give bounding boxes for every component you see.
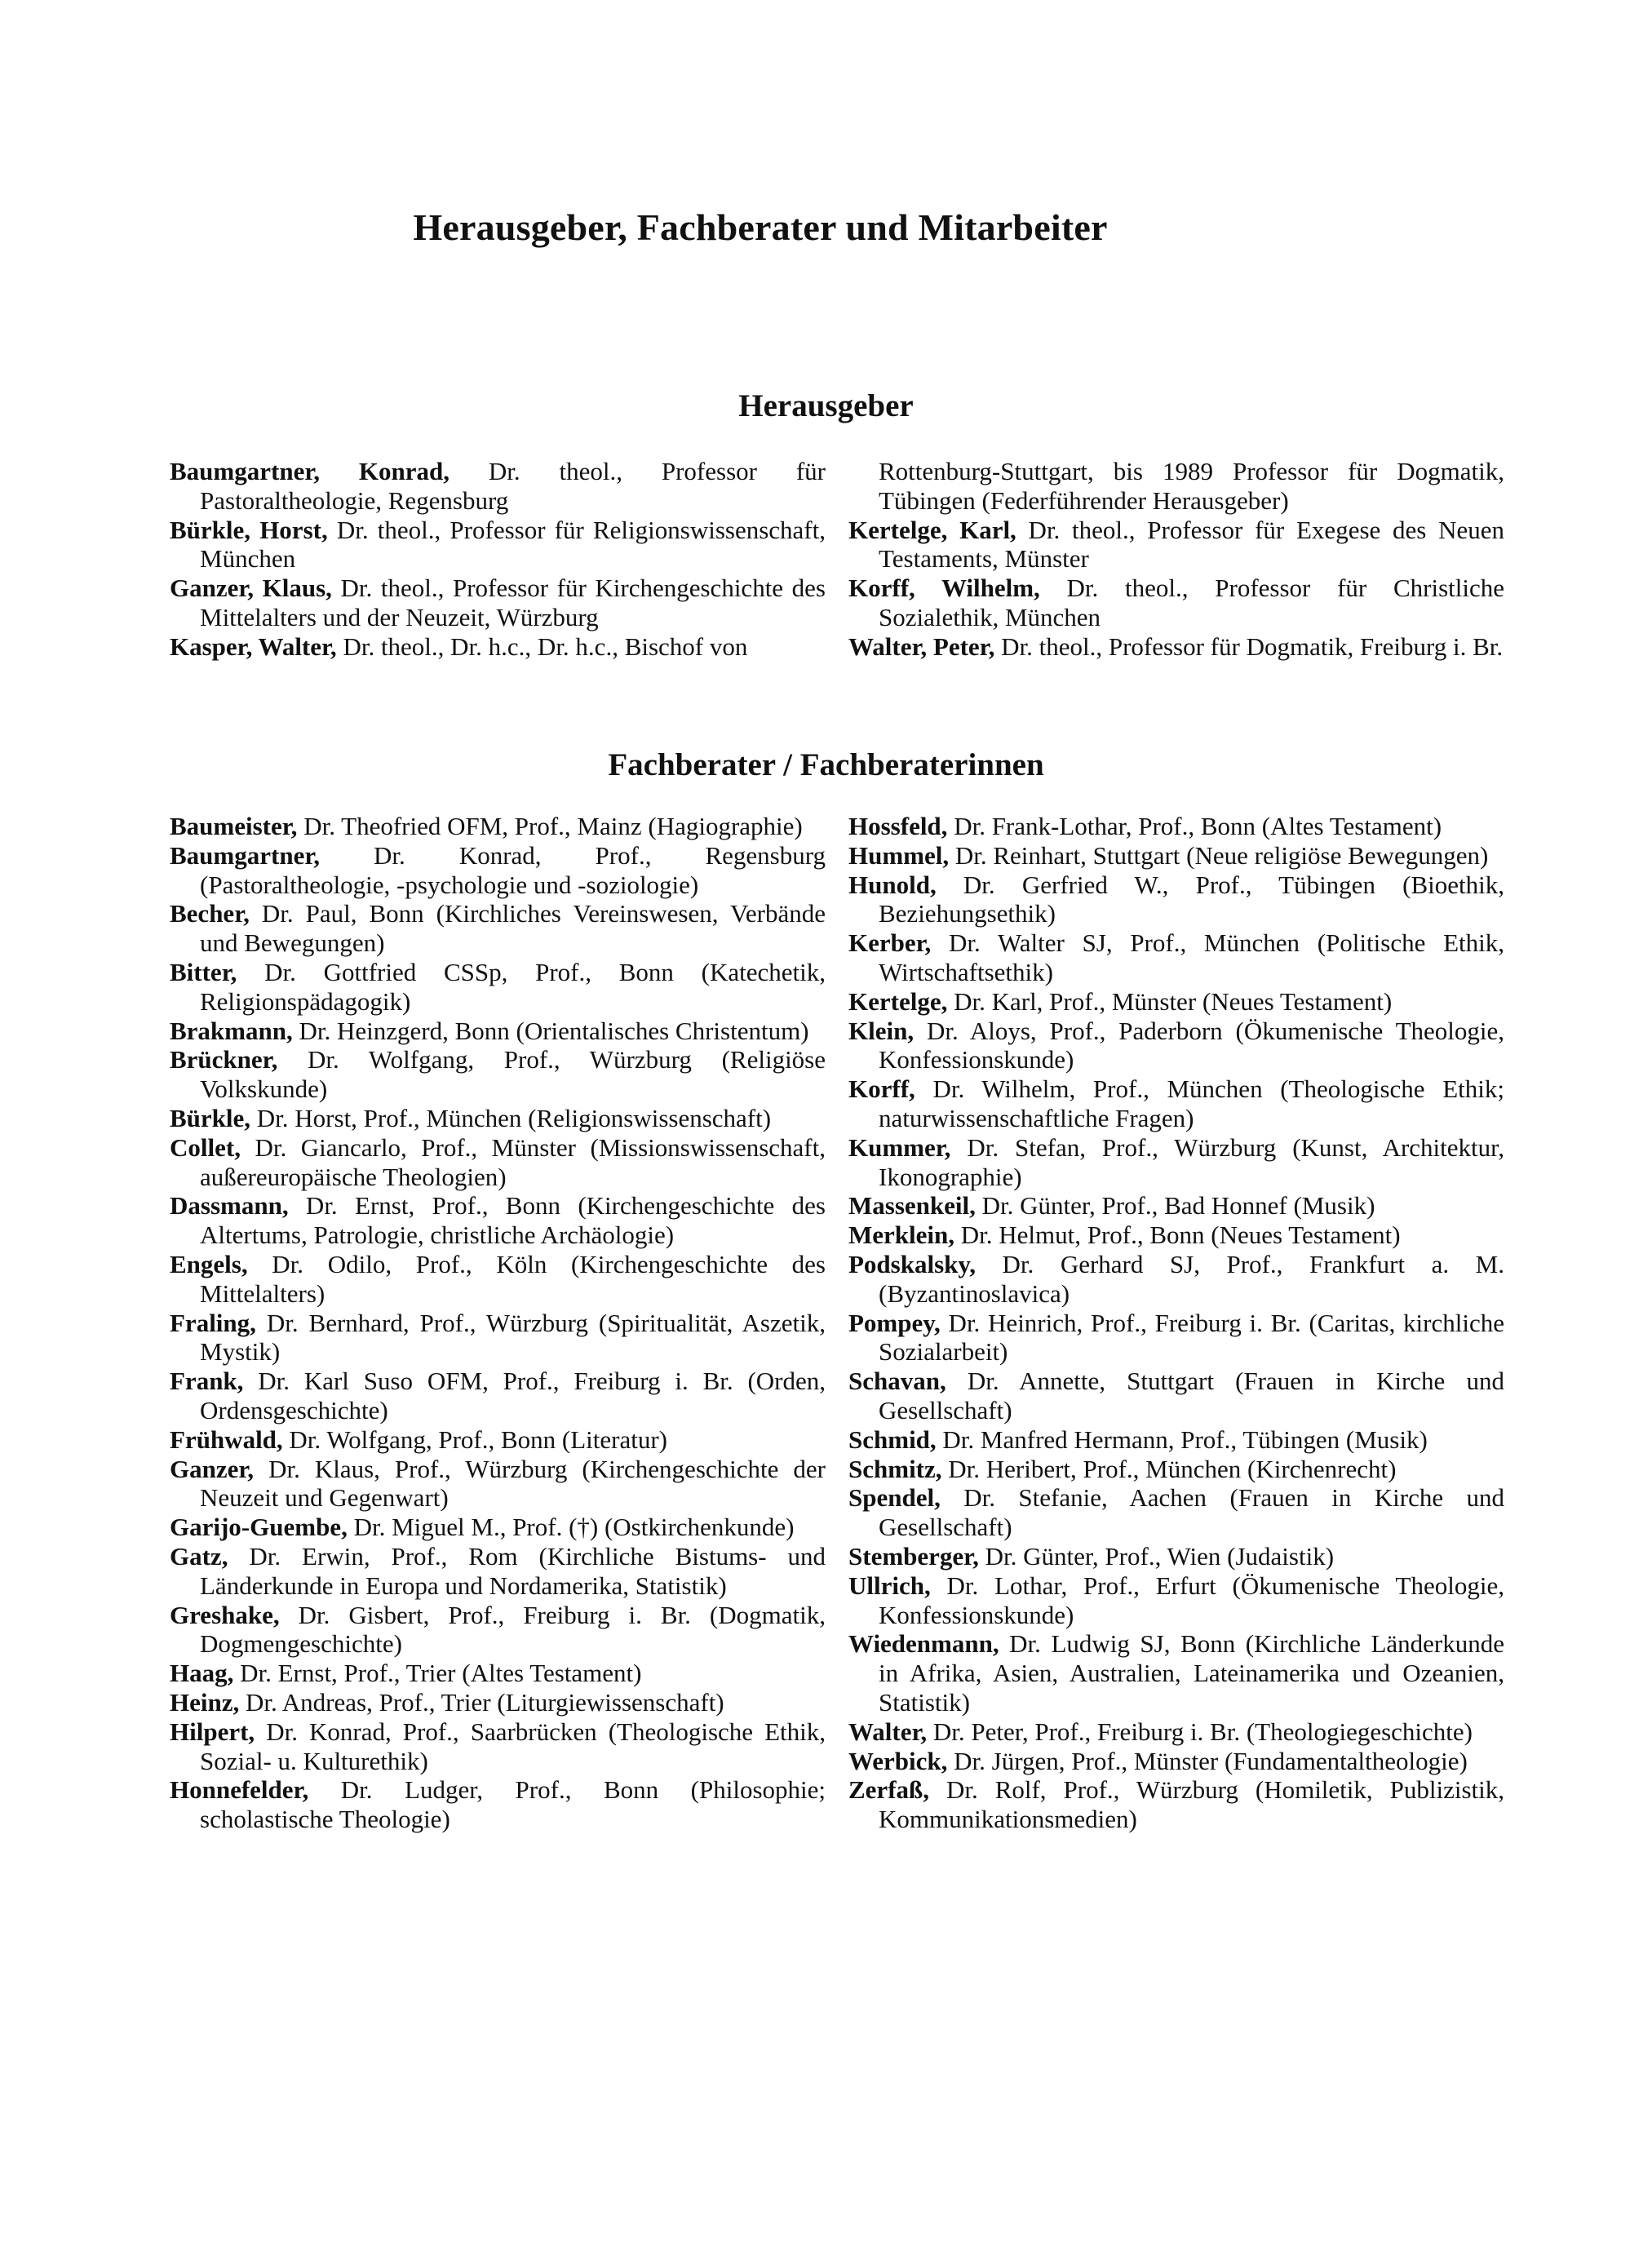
entry-details: Dr. Aloys, Prof., Paderborn (Ökumenische Theologie, Konfessionskunde) bbox=[879, 1016, 1504, 1074]
entry-details: Dr. theol., Professor für Kirchengeschichte des Mittelalters und der Neuzeit, Würzburg bbox=[200, 574, 826, 631]
directory-entry bbox=[848, 1367, 1504, 1425]
entry-name: Korff, Wilhelm, bbox=[848, 574, 1040, 603]
entry-details: Dr. Rolf, Prof., Würzburg (Homiletik, Publizistik, Kommunikationsmedien) bbox=[879, 1775, 1504, 1834]
entry-name: Walter, bbox=[848, 1717, 928, 1746]
directory-entry bbox=[170, 841, 826, 900]
entry-details: Dr. Annette, Stuttgart (Frauen in Kirche und Gesellschaft) bbox=[879, 1367, 1504, 1424]
entry-name: Frühwald, bbox=[170, 1424, 283, 1454]
herausgeber-heading: Herausgeber bbox=[738, 388, 914, 423]
entry-details: Dr. Erwin, Prof., Rom (Kirchliche Bistums- und Länderkunde in Europa und Nordamerika, Statistik) bbox=[200, 1541, 826, 1600]
entry-name: Merklein, bbox=[848, 1221, 954, 1250]
entry-name: Ullrich, bbox=[848, 1571, 931, 1600]
directory-entry bbox=[848, 871, 1504, 929]
directory-entry bbox=[848, 574, 1504, 632]
directory-entry bbox=[848, 1775, 1504, 1834]
entry-name: Frank, bbox=[170, 1367, 244, 1396]
entry-name: Brakmann, bbox=[170, 1016, 293, 1045]
directory-entry bbox=[170, 1601, 826, 1659]
directory-entry bbox=[848, 1629, 1504, 1717]
entry-name: Hunold, bbox=[848, 870, 937, 899]
entry-name: Gatz, bbox=[170, 1541, 228, 1571]
directory-entry bbox=[848, 1074, 1504, 1133]
directory-entry bbox=[848, 1425, 1504, 1455]
entry-name: Hummel, bbox=[848, 840, 950, 870]
entry-name: Baumeister, bbox=[170, 812, 298, 840]
entry-name: Massenkeil, bbox=[848, 1191, 976, 1221]
entry-name: Schmitz, bbox=[848, 1454, 942, 1483]
entry-name: Wiedenmann, bbox=[848, 1629, 999, 1659]
entry-details: Dr. theol., Dr. h.c., Dr. h.c., Bischof von bbox=[336, 631, 748, 661]
directory-entry bbox=[170, 1309, 826, 1367]
directory-entry bbox=[170, 1455, 826, 1513]
entry-name: Fraling, bbox=[170, 1308, 256, 1337]
entry-details: Dr. Frank-Lothar, Prof., Bonn (Altes Testament) bbox=[947, 812, 1442, 840]
entry-name: Podskalsky, bbox=[848, 1249, 976, 1278]
directory-entry bbox=[170, 1045, 826, 1104]
entry-details: Dr. Karl, Prof., Münster (Neues Testament) bbox=[947, 986, 1393, 1016]
entry-details: Dr. Wolfgang, Prof., Bonn (Literatur) bbox=[282, 1424, 667, 1454]
directory-entry bbox=[848, 1017, 1504, 1075]
entry-name: Korff, bbox=[848, 1074, 915, 1104]
directory-entry bbox=[170, 457, 826, 516]
directory-entry bbox=[170, 812, 826, 841]
entry-details: Dr. Ernst, Prof., Bonn (Kirchengeschichte des Altertums, Patrologie, christliche Archäologie) bbox=[200, 1191, 826, 1250]
directory-entry bbox=[848, 928, 1504, 987]
entry-details: Dr. theol., Professor für Christliche Sozialethik, München bbox=[879, 574, 1505, 631]
entry-name: Hilpert, bbox=[170, 1717, 255, 1746]
entry-details: Dr. Gottfried CSSp, Prof., Bonn (Katechetik, Religionspädagogik) bbox=[200, 957, 826, 1016]
directory-entry bbox=[848, 1191, 1504, 1221]
entry-details: Dr. Bernhard, Prof., Würzburg (Spiritualität, Aszetik, Mystik) bbox=[200, 1308, 826, 1367]
entry-details: Dr. Walter SJ, Prof., München (Politische Ethik, Wirtschaftsethik) bbox=[879, 928, 1504, 986]
entry-name: Werbick, bbox=[848, 1746, 948, 1775]
entry-details: Dr. Horst, Prof., München (Religionswissenschaft) bbox=[250, 1103, 772, 1132]
entry-details: Dr. Miguel M., Prof. (†) (Ostkirchenkunde) bbox=[347, 1513, 795, 1542]
entry-details: Dr. Gisbert, Prof., Freiburg i. Br. (Dogmatik, Dogmengeschichte) bbox=[200, 1600, 826, 1659]
entry-details: Dr. Günter, Prof., Bad Honnef (Musik) bbox=[975, 1191, 1375, 1221]
entry-details: Dr. Heinzgerd, Bonn (Orientalisches Christentum) bbox=[292, 1016, 809, 1045]
entry-details: Dr. Stefanie, Aachen (Frauen in Kirche und Gesellschaft) bbox=[879, 1483, 1504, 1542]
directory-entry bbox=[848, 1133, 1504, 1192]
directory-entry bbox=[170, 1425, 826, 1455]
entry-details: Dr. Odilo, Prof., Köln (Kirchengeschichte des Mittelalters) bbox=[200, 1249, 826, 1308]
entry-name: Kertelge, Karl, bbox=[848, 515, 1016, 544]
entry-details: Dr. Heinrich, Prof., Freiburg i. Br. (Caritas, kirchliche Sozialarbeit) bbox=[879, 1308, 1504, 1367]
entry-name: Schmid, bbox=[848, 1424, 937, 1454]
entry-details: Dr. Jürgen, Prof., Münster (Fundamentaltheologie) bbox=[947, 1746, 1468, 1775]
entry-name: Walter, Peter, bbox=[848, 631, 995, 661]
entry-name: Heinz, bbox=[170, 1687, 240, 1717]
directory-entry bbox=[170, 1688, 826, 1717]
entry-details: Dr. Klaus, Prof., Würzburg (Kirchengeschichte der Neuzeit und Gegenwart) bbox=[200, 1454, 826, 1513]
directory-entry bbox=[848, 1717, 1504, 1747]
entry-name: Zerfaß, bbox=[848, 1775, 930, 1805]
directory-entry bbox=[848, 1309, 1504, 1367]
directory-entry bbox=[170, 1191, 826, 1250]
entry-details: Dr. Stefan, Prof., Würzburg (Kunst, Architektur, Ikonographie) bbox=[879, 1132, 1504, 1191]
entry-details: Dr. Günter, Prof., Wien (Judaistik) bbox=[978, 1541, 1335, 1571]
entry-details: Dr. Peter, Prof., Freiburg i. Br. (Theologiegeschichte) bbox=[927, 1717, 1473, 1746]
entry-name: Haag, bbox=[170, 1659, 234, 1688]
entry-details: Dr. Paul, Bonn (Kirchliches Vereinswesen, Verbände und Bewegungen) bbox=[200, 899, 826, 958]
directory-entry bbox=[848, 1250, 1504, 1309]
entry-details: Dr. Ludwig SJ, Bonn (Kirchliche Länderkunde in Afrika, Asien, Australien, Lateinamerika und Ozeanien, Statistik) bbox=[879, 1629, 1504, 1717]
entry-name: Dassmann, bbox=[170, 1191, 289, 1221]
entry-name: Stemberger, bbox=[848, 1541, 979, 1571]
fachberater-left-column bbox=[170, 812, 826, 1834]
directory-entry bbox=[170, 516, 826, 574]
directory-entry bbox=[170, 1659, 826, 1688]
entry-details: Rottenburg-Stuttgart, bis 1989 Professor für Dogmatik, Tübingen (Federführender Herausgeber) bbox=[879, 457, 1504, 515]
directory-entry bbox=[848, 1455, 1504, 1484]
directory-entry bbox=[848, 1483, 1504, 1542]
entry-details: Dr. Gerhard SJ, Prof., Frankfurt a. M. (Byzantinoslavica) bbox=[879, 1249, 1504, 1308]
entry-name: Hossfeld, bbox=[848, 812, 948, 840]
entry-details: Dr. Konrad, Prof., Saarbrücken (Theologische Ethik, Sozial- u. Kulturethik) bbox=[200, 1717, 826, 1775]
entry-details: Dr. Heribert, Prof., München (Kirchenrecht) bbox=[941, 1454, 1397, 1483]
directory-entry bbox=[848, 457, 1504, 516]
entry-details: Dr. Gerfried W., Prof., Tübingen (Bioethik, Beziehungsethik) bbox=[879, 870, 1504, 928]
entry-name: Bürkle, Horst, bbox=[170, 515, 328, 544]
directory-entry bbox=[170, 899, 826, 958]
entry-name: Ganzer, Klaus, bbox=[170, 574, 332, 603]
herausgeber-left-column bbox=[170, 457, 826, 662]
directory-entry bbox=[170, 1367, 826, 1425]
directory-entry bbox=[170, 632, 826, 662]
entry-details: Dr. Wilhelm, Prof., München (Theologische Ethik; naturwissenschaftliche Fragen) bbox=[879, 1074, 1504, 1132]
fachberater-heading: Fachberater / Fachberaterinnen bbox=[608, 747, 1044, 782]
directory-entry bbox=[848, 1747, 1504, 1776]
directory-entry bbox=[170, 1775, 826, 1834]
page-title: Herausgeber, Fachberater und Mitarbeiter bbox=[413, 206, 1108, 248]
directory-entry bbox=[848, 987, 1504, 1017]
entry-name: Spendel, bbox=[848, 1483, 941, 1513]
directory-entry bbox=[170, 1104, 826, 1133]
entry-details: Dr. Giancarlo, Prof., Münster (Missionswissenschaft, außereuropäische Theologien) bbox=[200, 1132, 826, 1191]
directory-entry bbox=[170, 1250, 826, 1309]
entry-details: Dr. Helmut, Prof., Bonn (Neues Testament) bbox=[954, 1221, 1401, 1250]
directory-entry bbox=[848, 516, 1504, 574]
entry-name: Baumgartner, bbox=[170, 840, 320, 870]
entry-details: Dr. Andreas, Prof., Trier (Liturgiewissenschaft) bbox=[239, 1687, 724, 1717]
entry-details: Dr. Manfred Hermann, Prof., Tübingen (Musik) bbox=[936, 1424, 1428, 1454]
entry-name: Bürkle, bbox=[170, 1103, 251, 1132]
entry-name: Kummer, bbox=[848, 1132, 951, 1162]
entry-details: Dr. Lothar, Prof., Erfurt (Ökumenische Theologie, Konfessionskunde) bbox=[879, 1571, 1504, 1629]
entry-details: Dr. Konrad, Prof., Regensburg (Pastoraltheologie, -psychologie und -soziologie) bbox=[200, 840, 826, 899]
directory-entry bbox=[848, 1571, 1504, 1630]
entry-name: Honnefelder, bbox=[170, 1775, 309, 1805]
entry-name: Becher, bbox=[170, 899, 250, 928]
entry-name: Kertelge, bbox=[848, 986, 948, 1016]
entry-name: Engels, bbox=[170, 1249, 248, 1278]
entry-details: Dr. Ernst, Prof., Trier (Altes Testament) bbox=[233, 1659, 642, 1688]
entry-details: Dr. Reinhart, Stuttgart (Neue religiöse Bewegungen) bbox=[949, 840, 1489, 870]
directory-entry bbox=[170, 574, 826, 632]
directory-entry bbox=[848, 632, 1504, 662]
entry-name: Klein, bbox=[848, 1016, 915, 1045]
entry-details: Dr. theol., Professor für Pastoraltheologie, Regensburg bbox=[200, 457, 826, 515]
entry-details: Dr. Ludger, Prof., Bonn (Philosophie; scholastische Theologie) bbox=[200, 1775, 826, 1834]
entry-details: Dr. Wolfgang, Prof., Würzburg (Religiöse Volkskunde) bbox=[200, 1045, 826, 1104]
fachberater-right-column bbox=[848, 812, 1504, 1834]
entry-name: Bitter, bbox=[170, 957, 237, 986]
directory-entry bbox=[848, 812, 1504, 841]
directory-entry bbox=[170, 1017, 826, 1046]
entry-name: Brückner, bbox=[170, 1045, 278, 1074]
directory-entry bbox=[170, 1513, 826, 1542]
directory-entry bbox=[848, 1221, 1504, 1250]
entry-name: Baumgartner, Konrad, bbox=[170, 457, 450, 485]
entry-name: Schavan, bbox=[848, 1367, 946, 1396]
herausgeber-right-column bbox=[848, 457, 1504, 662]
directory-entry bbox=[170, 958, 826, 1017]
entry-details: Dr. Theofried OFM, Prof., Mainz (Hagiographie) bbox=[297, 812, 803, 840]
entry-details: Dr. Karl Suso OFM, Prof., Freiburg i. Br. (Orden, Ordensgeschichte) bbox=[200, 1367, 826, 1424]
entry-name: Garijo-Guembe, bbox=[170, 1513, 348, 1542]
entry-details: Dr. theol., Professor für Exegese des Neuen Testaments, Münster bbox=[879, 515, 1504, 574]
directory-entry bbox=[170, 1542, 826, 1601]
entry-name: Pompey, bbox=[848, 1308, 941, 1337]
entry-name: Collet, bbox=[170, 1132, 241, 1162]
entry-details: Dr. theol., Professor für Dogmatik, Freiburg i. Br. bbox=[994, 631, 1504, 661]
entry-name: Kasper, Walter, bbox=[170, 631, 337, 661]
entry-details: Dr. theol., Professor für Religionswissenschaft, München bbox=[200, 515, 826, 574]
entry-name: Kerber, bbox=[848, 928, 932, 958]
entry-name: Ganzer, bbox=[170, 1454, 255, 1483]
directory-entry bbox=[848, 841, 1504, 871]
directory-entry bbox=[848, 1542, 1504, 1571]
directory-entry bbox=[170, 1717, 826, 1776]
directory-entry bbox=[170, 1133, 826, 1192]
entry-name: Greshake, bbox=[170, 1600, 280, 1629]
